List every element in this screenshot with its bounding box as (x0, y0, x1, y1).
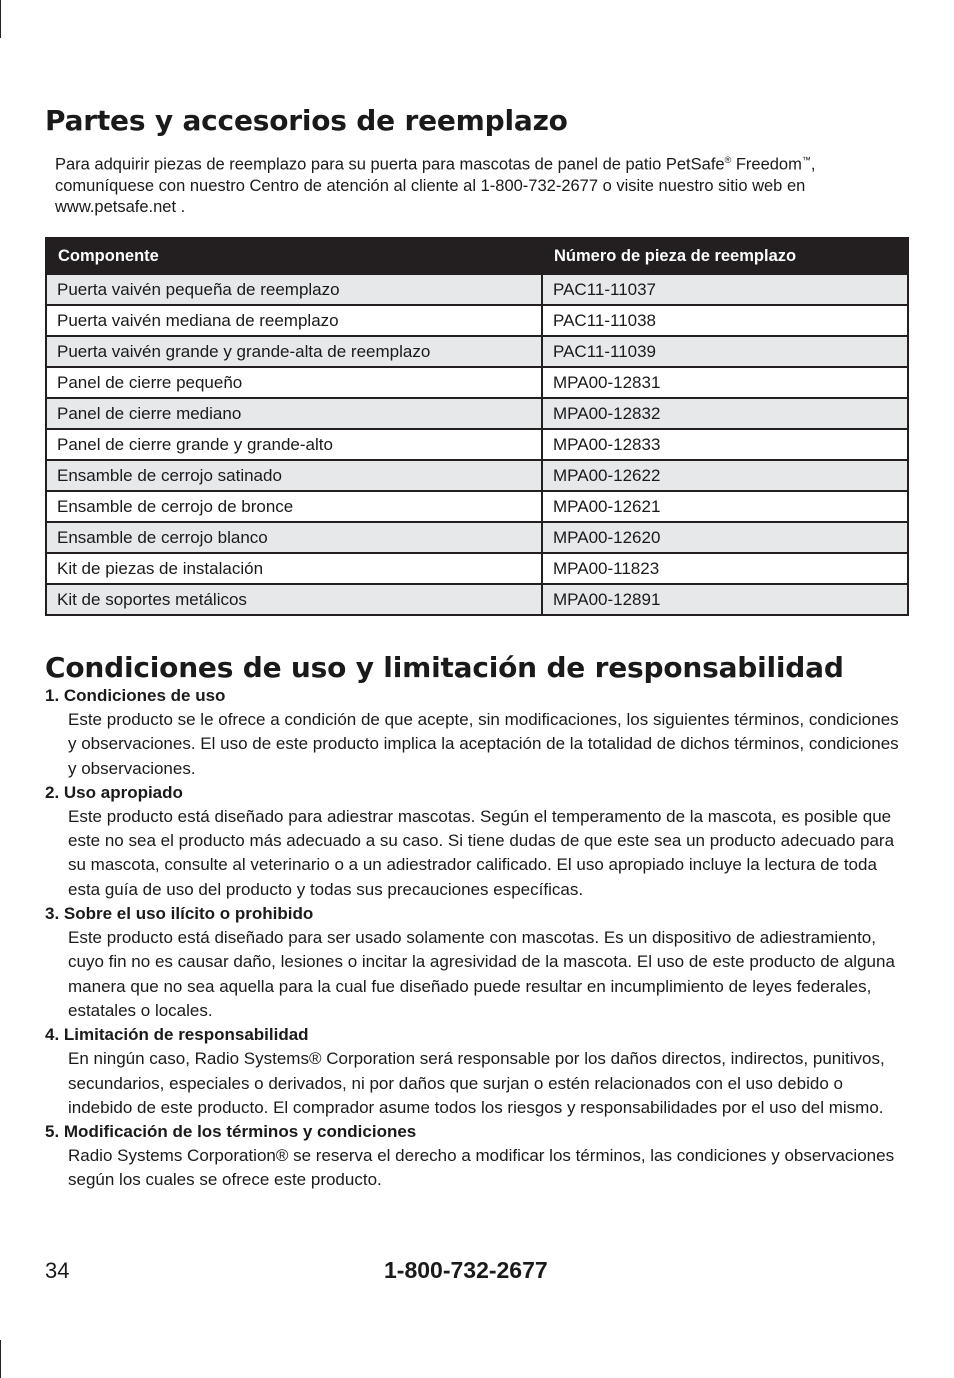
term-body: Este producto está diseñado para ser usado solamente con mascotas. Es un dispositivo de adiestramiento, cuyo fin no es causar daño, lesiones o incitar la agresividad de la mascota. El uso de este producto de alguna manera que no sea aquella para la cual fue diseñado puede resultar en incumplimiento de leyes federales, estatales o locales. (68, 928, 895, 1020)
component-cell: Kit de piezas de instalación (46, 553, 542, 584)
terms-list (45, 684, 905, 1193)
table-row (46, 367, 908, 398)
section-title-terms: Condiciones de uso y limitación de responsabilidad (45, 651, 844, 684)
term-heading: 5. Modificación de los términos y condiciones (45, 1122, 417, 1142)
component-cell: Kit de soportes metálicos (46, 584, 542, 615)
component-cell: Puerta vaivén mediana de reemplazo (46, 305, 542, 336)
term-body: Este producto se le ofrece a condición de que acepte, sin modificaciones, los siguientes términos, condiciones y observaciones. El uso de este producto implica la aceptación de la totalidad de dichos términos, condiciones y observaciones. (68, 710, 899, 778)
intro-text-3: , comuníquese con nuestro Centro de atención al cliente al 1-800-732-2677 o visite nuestro sitio web en www.petsafe.net . (55, 155, 816, 216)
table-row (46, 460, 908, 491)
term-heading: 4. Limitación de responsabilidad (45, 1025, 309, 1045)
term-heading: 1. Condiciones de uso (45, 686, 226, 705)
term-body: Este producto está diseñado para adiestrar mascotas. Según el temperamento de la mascota, es posible que este no sea el producto más adecuado a su caso. Si tiene dudas de que este sea un producto adecuado para su mascota, consulte al veterinario o a un adiestrador calificado. El uso apropiado incluye la lectura de toda esta guía de uso del producto y todas sus precauciones específicas. (68, 806, 895, 899)
table-row (46, 429, 908, 460)
table-row (46, 336, 908, 367)
footer-phone: 1-800-732-2677 (384, 1257, 548, 1283)
table-row (46, 398, 908, 429)
intro-text-2: Freedom (731, 155, 802, 174)
intro-paragraph (55, 150, 905, 218)
part-number-cell: PAC11-11037 (542, 274, 908, 305)
component-cell: Ensamble de cerrojo blanco (46, 522, 542, 553)
term-body: En ningún caso, Radio Systems® Corporation será responsable por los daños directos, indirectos, punitivos, secundarios, especiales o derivados, ni por daños que surjan o estén relacionados con el uso debido o indebido de este producto. El comprador asume todos los riesgos y responsabilidades por el uso del mismo. (68, 1049, 885, 1117)
table-header-row (46, 238, 908, 274)
component-cell: Puerta vaivén pequeña de reemplazo (46, 274, 542, 305)
part-number-cell: MPA00-12621 (542, 491, 908, 522)
term-item (45, 1120, 905, 1193)
table-row (46, 491, 908, 522)
crop-mark-top (0, 0, 1, 38)
trademark-mark: ™ (801, 155, 811, 165)
term-item (45, 684, 905, 781)
part-number-cell: MPA00-12891 (542, 584, 908, 615)
part-number-cell: MPA00-12831 (542, 367, 908, 398)
component-cell: Panel de cierre mediano (46, 398, 542, 429)
term-heading: 3. Sobre el uso ilícito o prohibido (45, 904, 314, 924)
component-cell: Panel de cierre pequeño (46, 367, 542, 398)
header-part-number: Número de pieza de reemplazo (542, 238, 908, 274)
part-number-cell: MPA00-11823 (542, 553, 908, 584)
section-title-parts: Partes y accesorios de reemplazo (45, 104, 568, 137)
part-number-cell: MPA00-12833 (542, 429, 908, 460)
table-row (46, 522, 908, 553)
part-number-cell: MPA00-12620 (542, 522, 908, 553)
crop-mark-bottom (0, 1340, 1, 1378)
parts-table (45, 237, 909, 616)
part-number-cell: PAC11-11038 (542, 305, 908, 336)
term-item (45, 1023, 905, 1120)
header-component: Componente (46, 238, 542, 274)
registered-mark: ® (724, 155, 732, 165)
table-row (46, 584, 908, 615)
parts-table-body (46, 274, 908, 615)
component-cell: Panel de cierre grande y grande-alto (46, 429, 542, 460)
term-item (45, 902, 905, 1023)
table-row (46, 553, 908, 584)
term-item (45, 781, 905, 902)
table-row (46, 305, 908, 336)
intro-text-1: Para adquirir piezas de reemplazo para su puerta para mascotas de panel de patio PetSafe (55, 155, 725, 174)
term-body: Radio Systems Corporation® se reserva el derecho a modificar los términos, las condiciones y observaciones según los cuales se ofrece este producto. (68, 1146, 895, 1190)
term-heading: 2. Uso apropiado (45, 782, 183, 802)
page-number: 34 (45, 1258, 70, 1283)
component-cell: Ensamble de cerrojo satinado (46, 460, 542, 491)
part-number-cell: MPA00-12832 (542, 398, 908, 429)
part-number-cell: MPA00-12622 (542, 460, 908, 491)
component-cell: Ensamble de cerrojo de bronce (46, 491, 542, 522)
component-cell: Puerta vaivén grande y grande-alta de reemplazo (46, 336, 542, 367)
table-row (46, 274, 908, 305)
part-number-cell: PAC11-11039 (542, 336, 908, 367)
